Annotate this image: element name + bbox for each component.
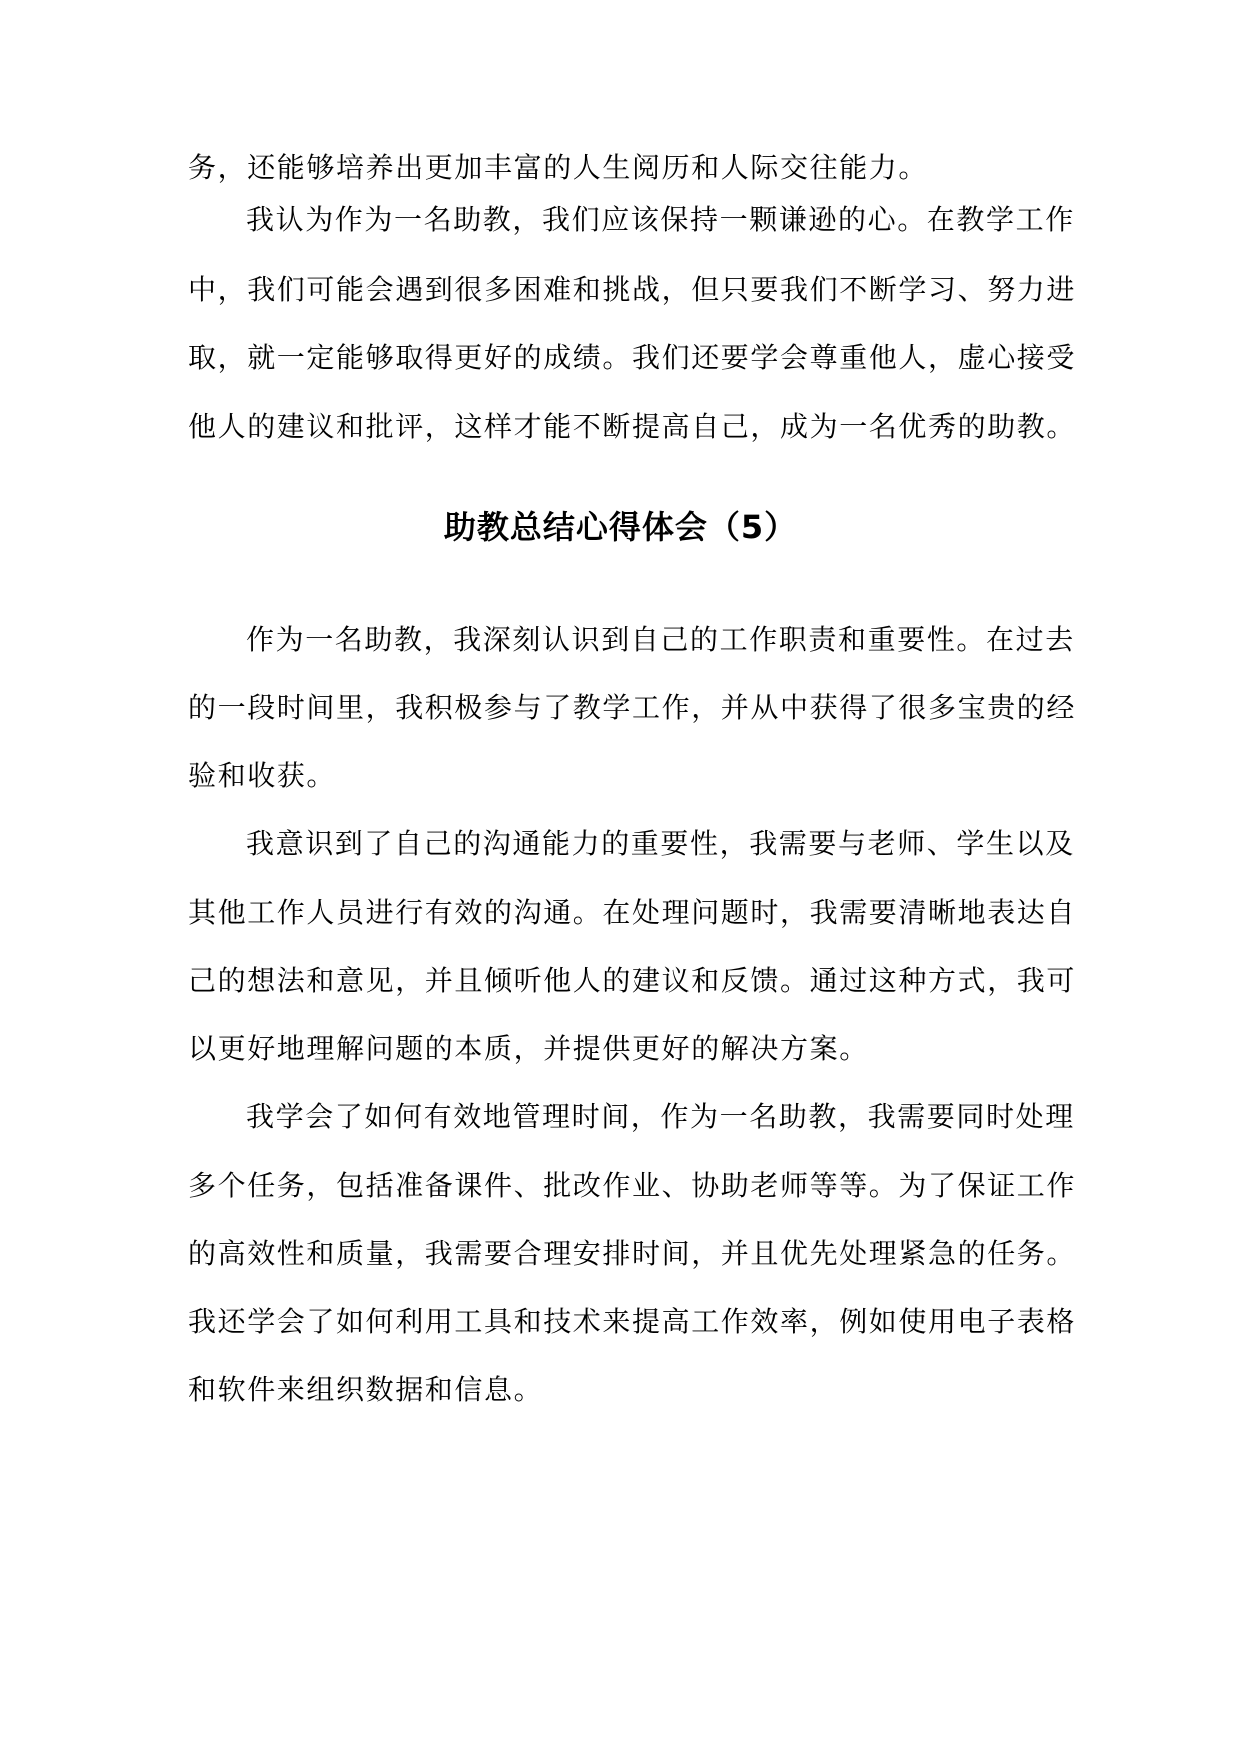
paragraph-line: 其他工作人员进行有效的沟通。在处理问题时，我需要清晰地表达自 xyxy=(188,896,1077,929)
paragraph-line: 我意识到了自己的沟通能力的重要性，我需要与老师、学生以及 xyxy=(246,827,1075,860)
paragraph-line: 以更好地理解问题的本质，并提供更好的解决方案。 xyxy=(188,1032,869,1065)
paragraph-line: 取，就一定能够取得更好的成绩。我们还要学会尊重他人，虚心接受 xyxy=(188,341,1077,374)
paragraph-line: 作为一名助教，我深刻认识到自己的工作职责和重要性。在过去 xyxy=(246,623,1075,656)
section-title: 助教总结心得体会（5） xyxy=(443,508,798,546)
paragraph-line: 和软件来组织数据和信息。 xyxy=(188,1373,544,1406)
paragraph-line: 验和收获。 xyxy=(188,759,337,792)
paragraph-line: 他人的建议和批评，这样才能不断提高自己，成为一名优秀的助教。 xyxy=(188,410,1077,443)
paragraph-line: 的一段时间里，我积极参与了教学工作，并从中获得了很多宝贵的经 xyxy=(188,691,1077,724)
paragraph-line: 务，还能够培养出更加丰富的人生阅历和人际交往能力。 xyxy=(188,151,929,184)
paragraph-line: 我还学会了如何利用工具和技术来提高工作效率，例如使用电子表格 xyxy=(188,1305,1077,1338)
paragraph-line: 我认为作为一名助教，我们应该保持一颗谦逊的心。在教学工作 xyxy=(246,203,1075,236)
paragraph-line: 的高效性和质量，我需要合理安排时间，并且优先处理紧急的任务。 xyxy=(188,1237,1077,1270)
paragraph-line: 多个任务，包括准备课件、批改作业、协助老师等等。为了保证工作 xyxy=(188,1169,1077,1202)
paragraph-line: 我学会了如何有效地管理时间，作为一名助教，我需要同时处理 xyxy=(246,1100,1075,1133)
paragraph-line: 中，我们可能会遇到很多困难和挑战，但只要我们不断学习、努力进 xyxy=(188,273,1077,306)
paragraph-line: 己的想法和意见，并且倾听他人的建议和反馈。通过这种方式，我可 xyxy=(188,964,1077,997)
